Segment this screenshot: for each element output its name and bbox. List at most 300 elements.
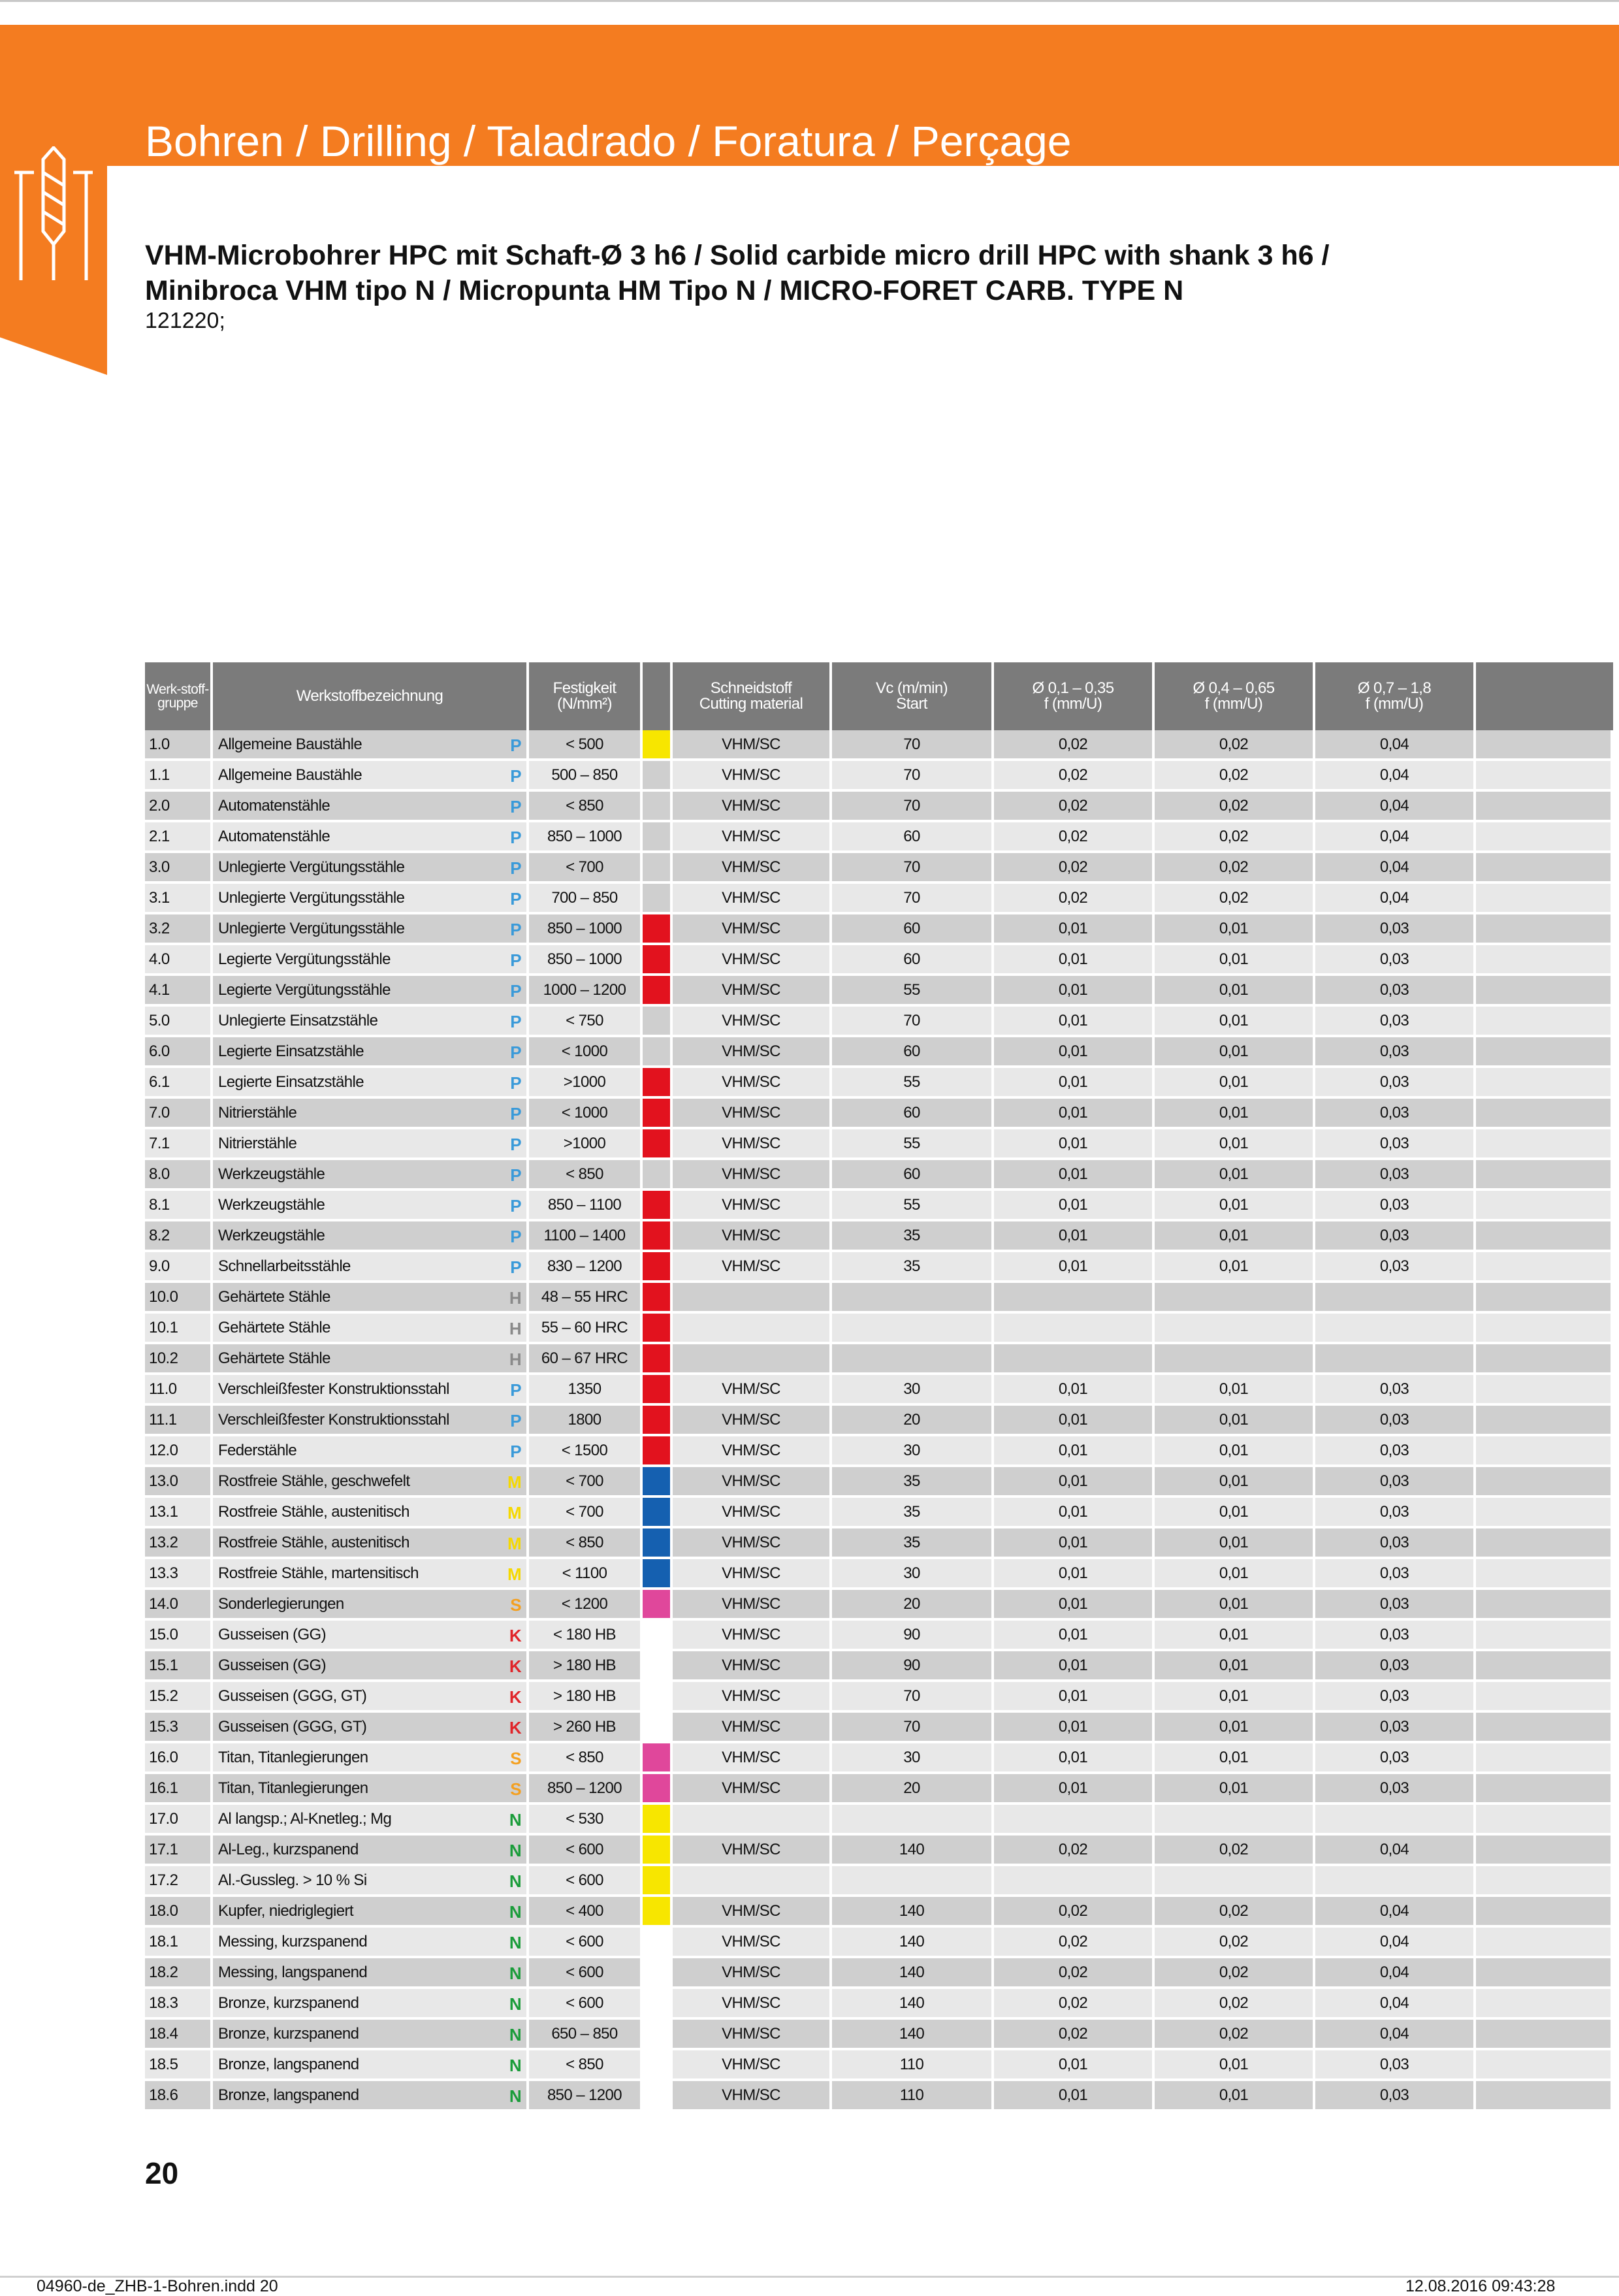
cell-spare bbox=[1476, 1958, 1613, 1989]
suitability-swatch bbox=[643, 1682, 670, 1710]
top-rule bbox=[0, 0, 1619, 2]
cell-strength: < 1500 bbox=[529, 1436, 643, 1467]
cell-vc: 70 bbox=[832, 792, 994, 822]
cell-material bbox=[213, 1436, 529, 1467]
table-row bbox=[145, 1866, 1613, 1897]
suitability-swatch bbox=[643, 1958, 670, 1986]
cell-spare bbox=[1476, 853, 1613, 884]
cell-feed-1: 0,02 bbox=[994, 822, 1155, 853]
cell-swatch bbox=[643, 1835, 673, 1866]
cell-vc: 140 bbox=[832, 1835, 994, 1866]
suitability-swatch bbox=[643, 914, 670, 943]
table-row bbox=[145, 1621, 1613, 1651]
cell-strength: < 850 bbox=[529, 1528, 643, 1559]
cell-vc: 35 bbox=[832, 1528, 994, 1559]
cell-cutting-material: VHM/SC bbox=[673, 1651, 832, 1682]
header-feed-3 bbox=[1315, 662, 1476, 730]
cell-cutting-material: VHM/SC bbox=[673, 1068, 832, 1099]
cell-cutting-material: VHM/SC bbox=[673, 1252, 832, 1283]
cell-feed-1: 0,02 bbox=[994, 2020, 1155, 2050]
cell-swatch bbox=[643, 1344, 673, 1375]
cell-material bbox=[213, 2081, 529, 2112]
cell-group-id: 8.0 bbox=[145, 1160, 213, 1191]
cell-feed-1: 0,01 bbox=[994, 945, 1155, 976]
cell-group-id: 17.2 bbox=[145, 1866, 213, 1897]
cell-strength: < 1100 bbox=[529, 1559, 643, 1590]
cell-spare bbox=[1476, 822, 1613, 853]
cell-vc: 70 bbox=[832, 730, 994, 761]
suitability-swatch bbox=[643, 2020, 670, 2048]
cell-cutting-material: VHM/SC bbox=[673, 2020, 832, 2050]
cell-swatch bbox=[643, 945, 673, 976]
cell-feed-3: 0,03 bbox=[1315, 1467, 1476, 1498]
cell-material bbox=[213, 2050, 529, 2081]
cell-feed-3: 0,04 bbox=[1315, 792, 1476, 822]
iso-group-letter: P bbox=[510, 889, 521, 909]
cell-swatch bbox=[643, 1805, 673, 1835]
cutting-data-table-wrapper bbox=[145, 662, 1613, 2112]
cell-material bbox=[213, 822, 529, 853]
material-name: Titan, Titanlegierungen bbox=[218, 1779, 368, 1797]
cell-feed-3: 0,03 bbox=[1315, 1713, 1476, 1743]
cell-feed-1: 0,01 bbox=[994, 1682, 1155, 1713]
cell-group-id: 10.0 bbox=[145, 1283, 213, 1314]
table-row bbox=[145, 2081, 1613, 2112]
iso-group-letter: N bbox=[509, 1994, 521, 2014]
cell-swatch bbox=[643, 2050, 673, 2081]
cell-strength: 850 – 1000 bbox=[529, 945, 643, 976]
cell-feed-3: 0,03 bbox=[1315, 976, 1476, 1007]
cell-material bbox=[213, 884, 529, 914]
cell-swatch bbox=[643, 792, 673, 822]
cell-strength: < 600 bbox=[529, 1958, 643, 1989]
cell-strength: 830 – 1200 bbox=[529, 1252, 643, 1283]
cell-feed-2: 0,02 bbox=[1155, 884, 1315, 914]
cell-feed-2: 0,02 bbox=[1155, 1897, 1315, 1928]
cell-material bbox=[213, 1498, 529, 1528]
cell-cutting-material: VHM/SC bbox=[673, 1682, 832, 1713]
material-name: Al.-Gussleg. > 10 % Si bbox=[218, 1871, 367, 1889]
cell-spare bbox=[1476, 1344, 1613, 1375]
cell-strength: 60 – 67 HRC bbox=[529, 1344, 643, 1375]
cell-feed-1: 0,01 bbox=[994, 1375, 1155, 1406]
cell-vc: 30 bbox=[832, 1375, 994, 1406]
cell-feed-2: 0,01 bbox=[1155, 1221, 1315, 1252]
material-name: Bronze, kurzspanend bbox=[218, 1994, 359, 2012]
cell-strength: 850 – 1200 bbox=[529, 2081, 643, 2112]
header-cutmat-l1: Schneidstoff bbox=[710, 679, 792, 697]
cell-vc: 60 bbox=[832, 822, 994, 853]
suitability-swatch bbox=[643, 945, 670, 973]
cell-feed-1 bbox=[994, 1283, 1155, 1314]
cell-strength: 850 – 1000 bbox=[529, 822, 643, 853]
cell-feed-1: 0,01 bbox=[994, 1621, 1155, 1651]
cell-strength: < 1000 bbox=[529, 1099, 643, 1129]
cell-group-id: 14.0 bbox=[145, 1590, 213, 1621]
header-vc bbox=[832, 662, 994, 730]
cell-spare bbox=[1476, 1743, 1613, 1774]
suitability-swatch bbox=[643, 1068, 670, 1096]
cell-strength: >1000 bbox=[529, 1068, 643, 1099]
cell-vc: 60 bbox=[832, 945, 994, 976]
cell-group-id: 13.2 bbox=[145, 1528, 213, 1559]
cell-group-id: 15.3 bbox=[145, 1713, 213, 1743]
cell-cutting-material: VHM/SC bbox=[673, 1897, 832, 1928]
header-f2-l1: Ø 0,4 – 0,65 bbox=[1193, 679, 1275, 697]
iso-group-letter: N bbox=[509, 1933, 521, 1952]
cell-cutting-material: VHM/SC bbox=[673, 1191, 832, 1221]
suitability-swatch bbox=[643, 1743, 670, 1771]
cell-swatch bbox=[643, 853, 673, 884]
cell-feed-3: 0,03 bbox=[1315, 1406, 1476, 1436]
cell-spare bbox=[1476, 2050, 1613, 2081]
cell-spare bbox=[1476, 1651, 1613, 1682]
iso-group-letter: N bbox=[509, 1871, 521, 1891]
cell-cutting-material: VHM/SC bbox=[673, 1621, 832, 1651]
cell-vc bbox=[832, 1344, 994, 1375]
cell-cutting-material: VHM/SC bbox=[673, 1375, 832, 1406]
cell-cutting-material: VHM/SC bbox=[673, 1099, 832, 1129]
material-name: Gehärtete Stähle bbox=[218, 1349, 330, 1367]
suitability-swatch bbox=[643, 1835, 670, 1864]
material-name: Verschleißfester Konstruktionsstahl bbox=[218, 1380, 449, 1398]
cell-material bbox=[213, 1252, 529, 1283]
material-name: Gusseisen (GGG, GT) bbox=[218, 1717, 367, 1736]
cell-material bbox=[213, 1928, 529, 1958]
cell-cutting-material: VHM/SC bbox=[673, 1436, 832, 1467]
cell-material bbox=[213, 976, 529, 1007]
cell-strength: 1000 – 1200 bbox=[529, 976, 643, 1007]
cell-feed-1: 0,01 bbox=[994, 1099, 1155, 1129]
cell-vc: 60 bbox=[832, 1160, 994, 1191]
table-row bbox=[145, 853, 1613, 884]
cell-group-id: 4.1 bbox=[145, 976, 213, 1007]
cell-feed-1: 0,01 bbox=[994, 1007, 1155, 1037]
table-row bbox=[145, 1467, 1613, 1498]
cell-feed-2: 0,01 bbox=[1155, 2081, 1315, 2112]
cell-spare bbox=[1476, 1498, 1613, 1528]
suitability-swatch bbox=[643, 1897, 670, 1925]
cell-feed-2: 0,01 bbox=[1155, 1160, 1315, 1191]
cell-material bbox=[213, 945, 529, 976]
cell-cutting-material: VHM/SC bbox=[673, 1958, 832, 1989]
cell-cutting-material bbox=[673, 1866, 832, 1897]
cell-group-id: 7.0 bbox=[145, 1099, 213, 1129]
cell-feed-1: 0,01 bbox=[994, 1252, 1155, 1283]
iso-group-letter: M bbox=[507, 1564, 521, 1584]
cell-swatch bbox=[643, 1099, 673, 1129]
cell-group-id: 13.3 bbox=[145, 1559, 213, 1590]
cell-strength: 700 – 850 bbox=[529, 884, 643, 914]
cell-vc: 20 bbox=[832, 1406, 994, 1436]
material-name: Rostfreie Stähle, geschwefelt bbox=[218, 1472, 410, 1490]
cell-swatch bbox=[643, 1651, 673, 1682]
cell-swatch bbox=[643, 1283, 673, 1314]
suitability-swatch bbox=[643, 2081, 670, 2109]
cell-strength: < 600 bbox=[529, 1835, 643, 1866]
cell-material bbox=[213, 1958, 529, 1989]
cell-feed-3: 0,03 bbox=[1315, 1498, 1476, 1528]
iso-group-letter: S bbox=[510, 1595, 521, 1615]
cell-vc: 70 bbox=[832, 853, 994, 884]
cell-cutting-material: VHM/SC bbox=[673, 2050, 832, 2081]
cell-feed-3: 0,04 bbox=[1315, 853, 1476, 884]
cell-cutting-material: VHM/SC bbox=[673, 1774, 832, 1805]
banner-title: Bohren / Drilling / Taladrado / Foratura / Perçage bbox=[145, 117, 1072, 165]
cell-material bbox=[213, 761, 529, 792]
table-row bbox=[145, 1743, 1613, 1774]
material-name: Unlegierte Einsatzstähle bbox=[218, 1011, 378, 1029]
cell-material bbox=[213, 1774, 529, 1805]
iso-group-letter: P bbox=[510, 1411, 521, 1431]
cell-feed-3: 0,03 bbox=[1315, 945, 1476, 976]
cell-feed-3: 0,04 bbox=[1315, 1928, 1476, 1958]
cell-vc: 30 bbox=[832, 1436, 994, 1467]
cell-swatch bbox=[643, 1068, 673, 1099]
cell-group-id: 6.1 bbox=[145, 1068, 213, 1099]
cell-vc: 90 bbox=[832, 1651, 994, 1682]
cell-feed-1: 0,01 bbox=[994, 1129, 1155, 1160]
cell-spare bbox=[1476, 761, 1613, 792]
cell-group-id: 17.0 bbox=[145, 1805, 213, 1835]
suitability-swatch bbox=[643, 1621, 670, 1649]
cell-feed-2: 0,01 bbox=[1155, 1099, 1315, 1129]
cell-spare bbox=[1476, 1252, 1613, 1283]
header-f3-l2: f (mm/U) bbox=[1365, 695, 1424, 713]
cell-feed-3: 0,03 bbox=[1315, 1007, 1476, 1037]
cell-feed-1: 0,01 bbox=[994, 1191, 1155, 1221]
cell-strength: < 600 bbox=[529, 1928, 643, 1958]
cell-group-id: 12.0 bbox=[145, 1436, 213, 1467]
cell-spare bbox=[1476, 1835, 1613, 1866]
suitability-swatch bbox=[643, 1314, 670, 1342]
cell-feed-3: 0,03 bbox=[1315, 1590, 1476, 1621]
suitability-swatch bbox=[643, 1651, 670, 1679]
cell-spare bbox=[1476, 1897, 1613, 1928]
cell-feed-3 bbox=[1315, 1283, 1476, 1314]
material-name: Unlegierte Vergütungsstähle bbox=[218, 888, 405, 907]
cell-cutting-material: VHM/SC bbox=[673, 730, 832, 761]
cell-feed-3: 0,04 bbox=[1315, 1989, 1476, 2020]
material-name: Rostfreie Stähle, austenitisch bbox=[218, 1533, 409, 1551]
cell-swatch bbox=[643, 1590, 673, 1621]
material-name: Automatenstähle bbox=[218, 796, 330, 815]
cell-spare bbox=[1476, 1713, 1613, 1743]
table-row bbox=[145, 1129, 1613, 1160]
cell-cutting-material: VHM/SC bbox=[673, 976, 832, 1007]
cell-feed-2: 0,01 bbox=[1155, 914, 1315, 945]
cell-spare bbox=[1476, 1191, 1613, 1221]
suitability-swatch bbox=[643, 1928, 670, 1956]
material-name: Sonderlegierungen bbox=[218, 1594, 344, 1613]
cell-feed-3: 0,03 bbox=[1315, 1037, 1476, 1068]
cell-feed-1: 0,01 bbox=[994, 1160, 1155, 1191]
cell-swatch bbox=[643, 1314, 673, 1344]
material-name: Schnellarbeitsstähle bbox=[218, 1257, 351, 1275]
suitability-swatch bbox=[643, 1805, 670, 1833]
cell-group-id: 5.0 bbox=[145, 1007, 213, 1037]
cell-spare bbox=[1476, 1037, 1613, 1068]
cell-spare bbox=[1476, 1866, 1613, 1897]
cell-vc: 20 bbox=[832, 1590, 994, 1621]
cell-spare bbox=[1476, 1160, 1613, 1191]
material-name: Kupfer, niedriglegiert bbox=[218, 1901, 353, 1920]
cell-cutting-material: VHM/SC bbox=[673, 1559, 832, 1590]
cell-cutting-material: VHM/SC bbox=[673, 792, 832, 822]
cell-feed-1: 0,01 bbox=[994, 1528, 1155, 1559]
table-row bbox=[145, 1099, 1613, 1129]
cell-group-id: 3.2 bbox=[145, 914, 213, 945]
cell-vc: 140 bbox=[832, 2020, 994, 2050]
cell-strength: < 600 bbox=[529, 1989, 643, 2020]
cutting-data-table bbox=[145, 662, 1613, 2112]
cell-strength: 55 – 60 HRC bbox=[529, 1314, 643, 1344]
cell-feed-1 bbox=[994, 1805, 1155, 1835]
cell-cutting-material: VHM/SC bbox=[673, 1467, 832, 1498]
table-row bbox=[145, 1958, 1613, 1989]
material-name: Allgemeine Baustähle bbox=[218, 735, 362, 753]
material-name: Legierte Einsatzstähle bbox=[218, 1042, 364, 1060]
cell-material bbox=[213, 1713, 529, 1743]
cell-spare bbox=[1476, 1129, 1613, 1160]
table-row bbox=[145, 1805, 1613, 1835]
cell-vc: 30 bbox=[832, 1559, 994, 1590]
table-row bbox=[145, 1774, 1613, 1805]
cell-group-id: 10.1 bbox=[145, 1314, 213, 1344]
suitability-swatch bbox=[643, 1252, 670, 1280]
table-row bbox=[145, 2020, 1613, 2050]
material-name: Legierte Vergütungsstähle bbox=[218, 950, 391, 968]
cell-swatch bbox=[643, 1037, 673, 1068]
header-feed-2 bbox=[1155, 662, 1315, 730]
cell-vc: 90 bbox=[832, 1621, 994, 1651]
table-row bbox=[145, 1221, 1613, 1252]
cell-feed-2: 0,01 bbox=[1155, 1436, 1315, 1467]
table-row bbox=[145, 1651, 1613, 1682]
header-strength-l2: (N/mm²) bbox=[557, 695, 612, 713]
cell-feed-2: 0,01 bbox=[1155, 1068, 1315, 1099]
cell-material bbox=[213, 1897, 529, 1928]
cell-feed-1: 0,01 bbox=[994, 1436, 1155, 1467]
header-feed-1 bbox=[994, 662, 1155, 730]
iso-group-letter: N bbox=[509, 2025, 521, 2045]
cell-strength: 850 – 1000 bbox=[529, 914, 643, 945]
cell-feed-3: 0,04 bbox=[1315, 1897, 1476, 1928]
suitability-swatch bbox=[643, 1559, 670, 1587]
iso-group-letter: P bbox=[510, 1104, 521, 1124]
cell-group-id: 18.6 bbox=[145, 2081, 213, 2112]
suitability-swatch bbox=[643, 1713, 670, 1741]
cell-cutting-material: VHM/SC bbox=[673, 1989, 832, 2020]
cell-strength: 48 – 55 HRC bbox=[529, 1283, 643, 1314]
iso-group-letter: M bbox=[507, 1472, 521, 1492]
cell-feed-3 bbox=[1315, 1314, 1476, 1344]
iso-group-letter: S bbox=[510, 1779, 521, 1799]
suitability-swatch bbox=[643, 1375, 670, 1403]
cell-feed-3: 0,03 bbox=[1315, 1559, 1476, 1590]
cell-feed-2: 0,01 bbox=[1155, 1682, 1315, 1713]
material-name: Al-Leg., kurzspanend bbox=[218, 1840, 359, 1858]
cell-vc: 110 bbox=[832, 2050, 994, 2081]
cell-group-id: 18.2 bbox=[145, 1958, 213, 1989]
cell-feed-1: 0,01 bbox=[994, 1774, 1155, 1805]
iso-group-letter: S bbox=[510, 1749, 521, 1768]
material-name: Legierte Vergütungsstähle bbox=[218, 980, 391, 999]
table-row bbox=[145, 914, 1613, 945]
cell-material bbox=[213, 853, 529, 884]
material-name: Federstähle bbox=[218, 1441, 297, 1459]
cell-cutting-material: VHM/SC bbox=[673, 1498, 832, 1528]
suitability-swatch bbox=[643, 1344, 670, 1372]
cell-material bbox=[213, 1406, 529, 1436]
cell-swatch bbox=[643, 822, 673, 853]
header-f2-l2: f (mm/U) bbox=[1204, 695, 1263, 713]
material-name: Automatenstähle bbox=[218, 827, 330, 845]
material-name: Bronze, langspanend bbox=[218, 2055, 359, 2073]
cell-swatch bbox=[643, 2081, 673, 2112]
suitability-swatch bbox=[643, 976, 670, 1004]
cell-cutting-material: VHM/SC bbox=[673, 1129, 832, 1160]
table-row bbox=[145, 945, 1613, 976]
cell-swatch bbox=[643, 1774, 673, 1805]
cell-swatch bbox=[643, 1958, 673, 1989]
suitability-swatch bbox=[643, 1436, 670, 1464]
cell-strength: > 180 HB bbox=[529, 1682, 643, 1713]
suitability-swatch bbox=[643, 2050, 670, 2078]
cell-spare bbox=[1476, 1528, 1613, 1559]
cell-swatch bbox=[643, 1252, 673, 1283]
material-name: Messing, langspanend bbox=[218, 1963, 368, 1981]
cell-swatch bbox=[643, 730, 673, 761]
material-name: Werkzeugstähle bbox=[218, 1195, 325, 1214]
suitability-swatch bbox=[643, 1037, 670, 1065]
cell-feed-3: 0,04 bbox=[1315, 822, 1476, 853]
cell-material bbox=[213, 1743, 529, 1774]
iso-group-letter: P bbox=[510, 950, 521, 970]
iso-group-letter: P bbox=[510, 920, 521, 939]
cell-feed-2: 0,01 bbox=[1155, 976, 1315, 1007]
suitability-swatch bbox=[643, 1191, 670, 1219]
cell-vc bbox=[832, 1314, 994, 1344]
cell-vc: 70 bbox=[832, 761, 994, 792]
header-f1-l1: Ø 0,1 – 0,35 bbox=[1032, 679, 1114, 697]
cell-vc: 140 bbox=[832, 1928, 994, 1958]
cell-group-id: 18.0 bbox=[145, 1897, 213, 1928]
cell-material bbox=[213, 792, 529, 822]
iso-group-letter: K bbox=[509, 1626, 521, 1645]
cell-swatch bbox=[643, 1221, 673, 1252]
cell-vc bbox=[832, 1805, 994, 1835]
cell-feed-1: 0,01 bbox=[994, 1743, 1155, 1774]
iso-group-letter: P bbox=[510, 797, 521, 817]
cell-feed-1 bbox=[994, 1866, 1155, 1897]
cell-spare bbox=[1476, 945, 1613, 976]
cell-vc: 35 bbox=[832, 1498, 994, 1528]
cell-feed-1: 0,01 bbox=[994, 1498, 1155, 1528]
material-name: Gehärtete Stähle bbox=[218, 1318, 330, 1336]
iso-group-letter: K bbox=[509, 1687, 521, 1707]
cell-feed-2: 0,02 bbox=[1155, 822, 1315, 853]
cell-strength: < 180 HB bbox=[529, 1621, 643, 1651]
cell-group-id: 8.1 bbox=[145, 1191, 213, 1221]
cell-spare bbox=[1476, 792, 1613, 822]
cell-group-id: 16.1 bbox=[145, 1774, 213, 1805]
cell-strength: 850 – 1200 bbox=[529, 1774, 643, 1805]
table-row bbox=[145, 1682, 1613, 1713]
cell-spare bbox=[1476, 1559, 1613, 1590]
cell-group-id: 11.0 bbox=[145, 1375, 213, 1406]
table-row bbox=[145, 1375, 1613, 1406]
